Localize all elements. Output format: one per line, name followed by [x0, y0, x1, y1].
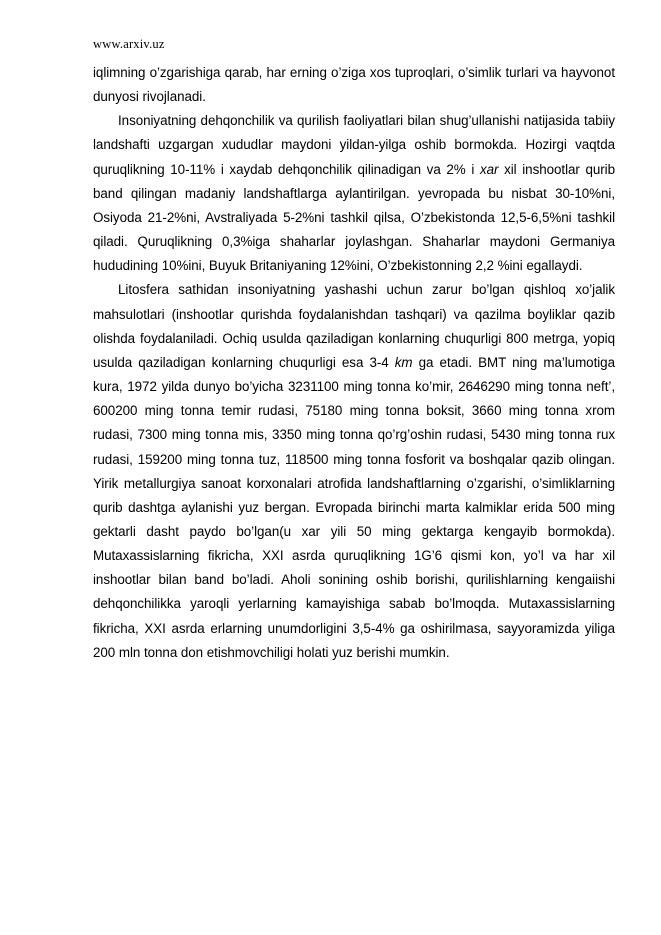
paragraph-land-use — [93, 109, 615, 278]
paragraph-text-after: xil inshootlar qurib band qilingan madaniy landshaftlarga aylantirilgan. yevropada bu nisbat 30-10%ni, Osiyoda 21-2%ni, Avstraliyada 5-2%ni tashkil qilsa, O’zbekistonda 12,5-6,5%ni tashkil qiladi. Quruqlikning 0,3%iga shaharlar joylashgan. Shaharlar maydoni Germaniya hududining 10%ini, Buyuk Britaniyaning 12%ini, O’zbekistonning 2,2 %ini egallaydi. — [93, 161, 616, 274]
document-body — [93, 61, 615, 665]
paragraph-text: Litosfera sathidan insoniyatning yashashi uchun zarur bo’lgan qishloq xo’jalik mahsulotlari (inshootlar qurishda foydalanishdan tashqari) va qazilma boyliklar qazib olishda foydalaniladi. Ochiq usulda qaziladigan konlarning chuqurligi 800 metrga, yopiq usulda qaziladigan konlarning chuqurligi esa 3-4 — [93, 282, 615, 370]
header-url: www.arxiv.uz — [93, 37, 165, 51]
paragraph-text: Insoniyatning dehqonchilik va qurilish faoliyatlari bilan shug’ullanishi natijasida tabiiy landshafti uzgargan xududlar maydoni yildan-yilga oshib bormokda. Hozirgi vaqtda quruqlikning 10-11% i xaydab dehqonchilik qilinadigan va 2% i — [93, 113, 615, 177]
paragraph-text-after: ga etadi. BMT ning ma’lumotiga kura, 1972 yilda dunyo bo’yicha 3231100 ming tonna ko’mir, 2646290 ming tonna neft’, 600200 ming tonna temir rudasi, 75180 ming tonna boksit, 3660 ming tonna xrom rudasi, 7300 ming tonna mis, 3350 ming tonna qo’rg’oshin rudasi, 5430 ming tonna rux rudasi, 159200 ming tonna tuz, 118500 ming tonna fosforit va boshqalar qazib olingan. Yirik metallurgiya sanoat korxonalari atrofida landshaftlarning o’zgarishi, o’simliklarning qurib dashtga aylanishi yuz bergan. Evropada birinchi marta kalmiklar erida 500 ming gektarli dasht paydo bo’lgan(u xar yili 50 ming gektarga kengayib bormokda). Mutaxassislarning fikricha, XXI asrda quruqlikning 1G’6 qismi kon, yo’l va har xil inshootlar bilan band bo’ladi. Aholi sonining oshib borishi, qurilishlarning kengaiishi dehqonchilikka yaroqli yerlarning kamayishiga sabab bo’lmoqda. Mutaxassislarning fikricha, XXI asrda erlarning unumdorligini 3,5-4% ga oshirilmasa, sayyoramizda yiliga 200 mln tonna don etishmovchiligi holati yuz berishi mumkin. — [93, 354, 615, 660]
paragraph-lithosphere — [93, 278, 615, 665]
paragraph-text: iqlimning o’zgarishiga qarab, har erning o’ziga xos tuproqlari, o’simlik turlari va hayvonot dunyosi rivojlanadi. — [93, 65, 615, 105]
italic-unit: km — [394, 354, 413, 370]
italic-term: xar — [479, 161, 499, 177]
paragraph-continuation — [93, 61, 615, 109]
